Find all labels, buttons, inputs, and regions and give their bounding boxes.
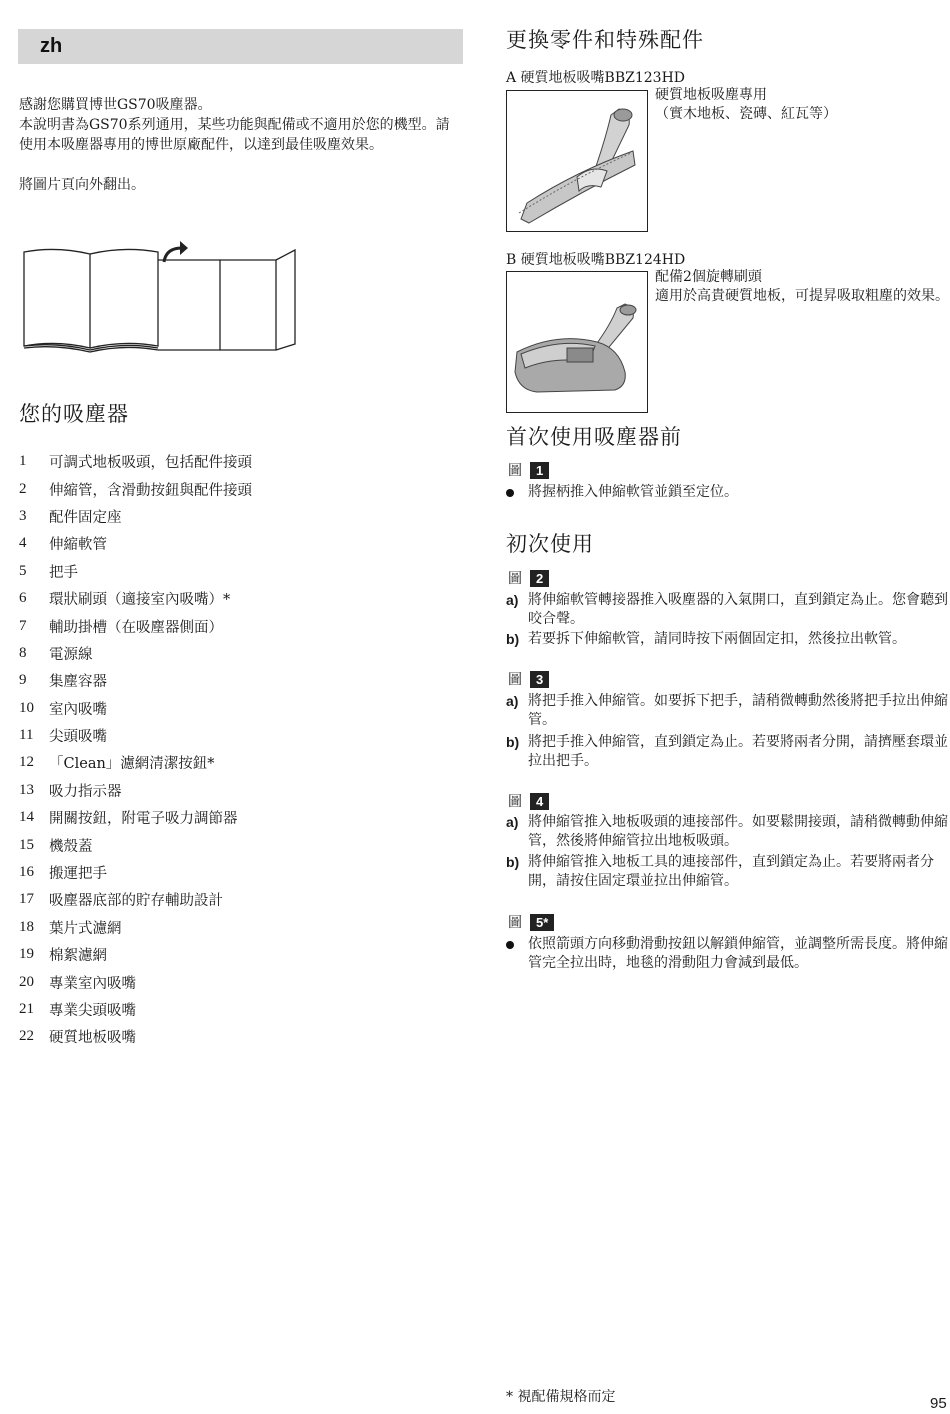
accessory-a-description <box>655 86 837 124</box>
part-number: 7 <box>19 617 27 634</box>
part-number: 1 <box>19 453 27 470</box>
figure-2-ref: 圖 2 <box>508 568 549 588</box>
step-4b: b) 將伸縮管推入地板工具的連接部件，直到鎖定為止。若要將兩者分開，請按住固定環並拉出伸縮管。 <box>506 854 934 889</box>
part-number: 6 <box>19 590 27 607</box>
part-number: 17 <box>19 891 34 908</box>
part-label: 輔助掛槽（在吸塵器側面） <box>49 619 223 636</box>
parts-list-item <box>19 503 459 530</box>
parts-list-item <box>19 831 459 858</box>
part-number: 3 <box>19 507 27 524</box>
accessory-b-description <box>655 268 950 306</box>
accessory-b-image <box>506 271 648 413</box>
step-2b: b) 若要拆下伸縮軟管，請同時按下兩個固定扣，然後拉出軟管。 <box>506 631 906 647</box>
figure-badge: 1 <box>530 462 549 479</box>
accessory-a-label: A 硬質地板吸嘴BBZ123HD <box>506 70 686 86</box>
before-use-step: 將握柄推入伸縮軟管並鎖至定位。 <box>506 483 950 502</box>
accessory-a-desc-line1: 硬質地板吸塵專用 <box>655 87 767 103</box>
part-label: 搬運把手 <box>49 866 107 883</box>
part-label: 伸縮軟管 <box>49 537 107 554</box>
intro-note: 本說明書為GS70系列通用，某些功能與配備或不適用於您的機型。請使用本吸塵器專用的博世原廠配件，以達到最佳吸塵效果。 <box>19 117 450 153</box>
parts-list-item <box>19 777 459 804</box>
parts-list-item <box>19 859 459 886</box>
accessory-a-desc-line2: （實木地板、瓷磚、紅瓦等） <box>655 106 837 122</box>
part-label: 機殼蓋 <box>49 838 93 855</box>
parts-list-item <box>19 530 459 557</box>
page-number: 95 <box>930 1395 947 1412</box>
part-number: 14 <box>19 809 34 826</box>
parts-list-item <box>19 914 459 941</box>
before-use-title: 首次使用吸塵器前 <box>506 425 682 449</box>
step-4a: a) 將伸縮管推入地板吸頭的連接部件。如要鬆開接頭，請稍微轉動伸縮管，然後將伸縮管拉出地板吸頭。 <box>506 814 948 849</box>
figure-badge: 4 <box>530 793 549 810</box>
part-label: 配件固定座 <box>49 509 122 526</box>
parts-list-item <box>19 941 459 968</box>
figure-3-ref: 圖 3 <box>508 669 549 689</box>
step-5: 依照箭頭方向移動滑動按鈕以解鎖伸縮管，並調整所需長度。將伸縮管完全拉出時，地毯的滑動阻力會減到最低。 <box>506 935 950 973</box>
figure-badge: 3 <box>530 671 549 688</box>
part-number: 13 <box>19 781 34 798</box>
part-label: 集塵容器 <box>49 674 107 691</box>
part-number: 22 <box>19 1028 34 1045</box>
part-label: 「Clean」濾網清潔按鈕* <box>49 756 215 773</box>
part-number: 9 <box>19 672 27 689</box>
part-number: 19 <box>19 946 34 963</box>
arrow-icon <box>180 241 188 255</box>
bullet-icon <box>506 489 514 497</box>
accessory-b-desc-line1: 配備2個旋轉刷頭 <box>655 269 762 285</box>
intro-thanks: 感謝您購買博世GS70吸塵器。 <box>19 97 212 113</box>
part-number: 15 <box>19 836 34 853</box>
language-code: zh <box>40 35 63 57</box>
parts-list-item <box>19 886 459 913</box>
parts-list-item <box>19 585 459 612</box>
intro-foldout-instruction: 將圖片頁向外翻出。 <box>19 177 145 193</box>
bullet-icon <box>506 941 514 949</box>
figure-5-ref: 圖 5* <box>508 912 554 932</box>
part-label: 棉絮濾網 <box>49 948 107 965</box>
step-3a: a) 將把手推入伸縮管。如要拆下把手，請稍微轉動然後將把手拉出伸縮管。 <box>506 693 948 728</box>
part-number: 12 <box>19 754 34 771</box>
parts-list-item <box>19 1023 459 1050</box>
parts-list-item <box>19 996 459 1023</box>
parts-list-item <box>19 448 459 475</box>
part-label: 室內吸嘴 <box>49 701 107 718</box>
part-label: 開關按鈕，附電子吸力調節器 <box>49 811 238 828</box>
foldout-page-illustration <box>20 240 300 360</box>
part-label: 硬質地板吸嘴 <box>49 1030 136 1047</box>
accessory-b-label: B 硬質地板吸嘴BBZ124HD <box>506 252 686 268</box>
accessories-title: 更換零件和特殊配件 <box>506 28 704 52</box>
part-label: 伸縮管，含滑動按鈕與配件接頭 <box>49 482 252 499</box>
parts-list-item <box>19 558 459 585</box>
part-label: 電源線 <box>49 646 93 663</box>
part-label: 把手 <box>49 564 78 581</box>
part-number: 10 <box>19 699 34 716</box>
parts-list-item <box>19 475 459 502</box>
part-label: 吸力指示器 <box>49 783 122 800</box>
part-number: 5 <box>19 562 27 579</box>
parts-list-item <box>19 749 459 776</box>
part-number: 8 <box>19 644 27 661</box>
figure-badge: 5* <box>530 914 554 931</box>
accessory-b-desc-line2: 適用於高貴硬質地板，可提昇吸取粗塵的效果。 <box>655 288 949 304</box>
parts-list-item <box>19 695 459 722</box>
part-number: 11 <box>19 727 34 744</box>
part-number: 4 <box>19 535 27 552</box>
part-label: 專業尖頭吸嘴 <box>49 1003 136 1019</box>
part-number: 16 <box>19 864 34 881</box>
part-label: 吸塵器底部的貯存輔助設計 <box>49 893 223 910</box>
part-label: 環狀刷頭（適接室內吸嘴）* <box>49 592 231 609</box>
first-use-title: 初次使用 <box>506 532 594 556</box>
part-number: 18 <box>19 918 34 935</box>
part-number: 20 <box>19 973 34 990</box>
parts-list-item <box>19 667 459 694</box>
parts-list-item <box>19 968 459 995</box>
parts-list-item <box>19 612 459 639</box>
hard-floor-nozzle-icon <box>507 91 647 231</box>
parts-list-item <box>19 640 459 667</box>
step-3b: b) 將把手推入伸縮管，直到鎖定為止。若要將兩者分開，請擠壓套環並拉出把手。 <box>506 734 948 769</box>
part-number: 21 <box>19 1001 34 1017</box>
part-label: 專業室內吸嘴 <box>49 975 136 992</box>
parts-list <box>19 448 459 1051</box>
step-2a: a) 將伸縮軟管轉接器推入吸塵器的入氣開口，直到鎖定為止。您會聽到咬合聲。 <box>506 592 948 627</box>
footnote: * 視配備規格而定 <box>506 1389 616 1405</box>
parts-list-item <box>19 722 459 749</box>
figure-4-ref: 圖 4 <box>508 791 549 811</box>
part-label: 可調式地板吸頭，包括配件接頭 <box>49 455 252 472</box>
brush-floor-nozzle-icon <box>507 272 647 412</box>
intro-text <box>19 95 459 195</box>
part-label: 葉片式濾網 <box>49 920 122 937</box>
parts-section-title: 您的吸塵器 <box>19 402 129 426</box>
part-label: 尖頭吸嘴 <box>49 729 107 746</box>
part-number: 2 <box>19 480 27 497</box>
figure-badge: 2 <box>530 570 549 587</box>
language-header-bar <box>18 29 463 64</box>
parts-list-item <box>19 804 459 831</box>
figure-1-ref: 圖 1 <box>508 460 549 480</box>
accessory-a-image <box>506 90 648 232</box>
